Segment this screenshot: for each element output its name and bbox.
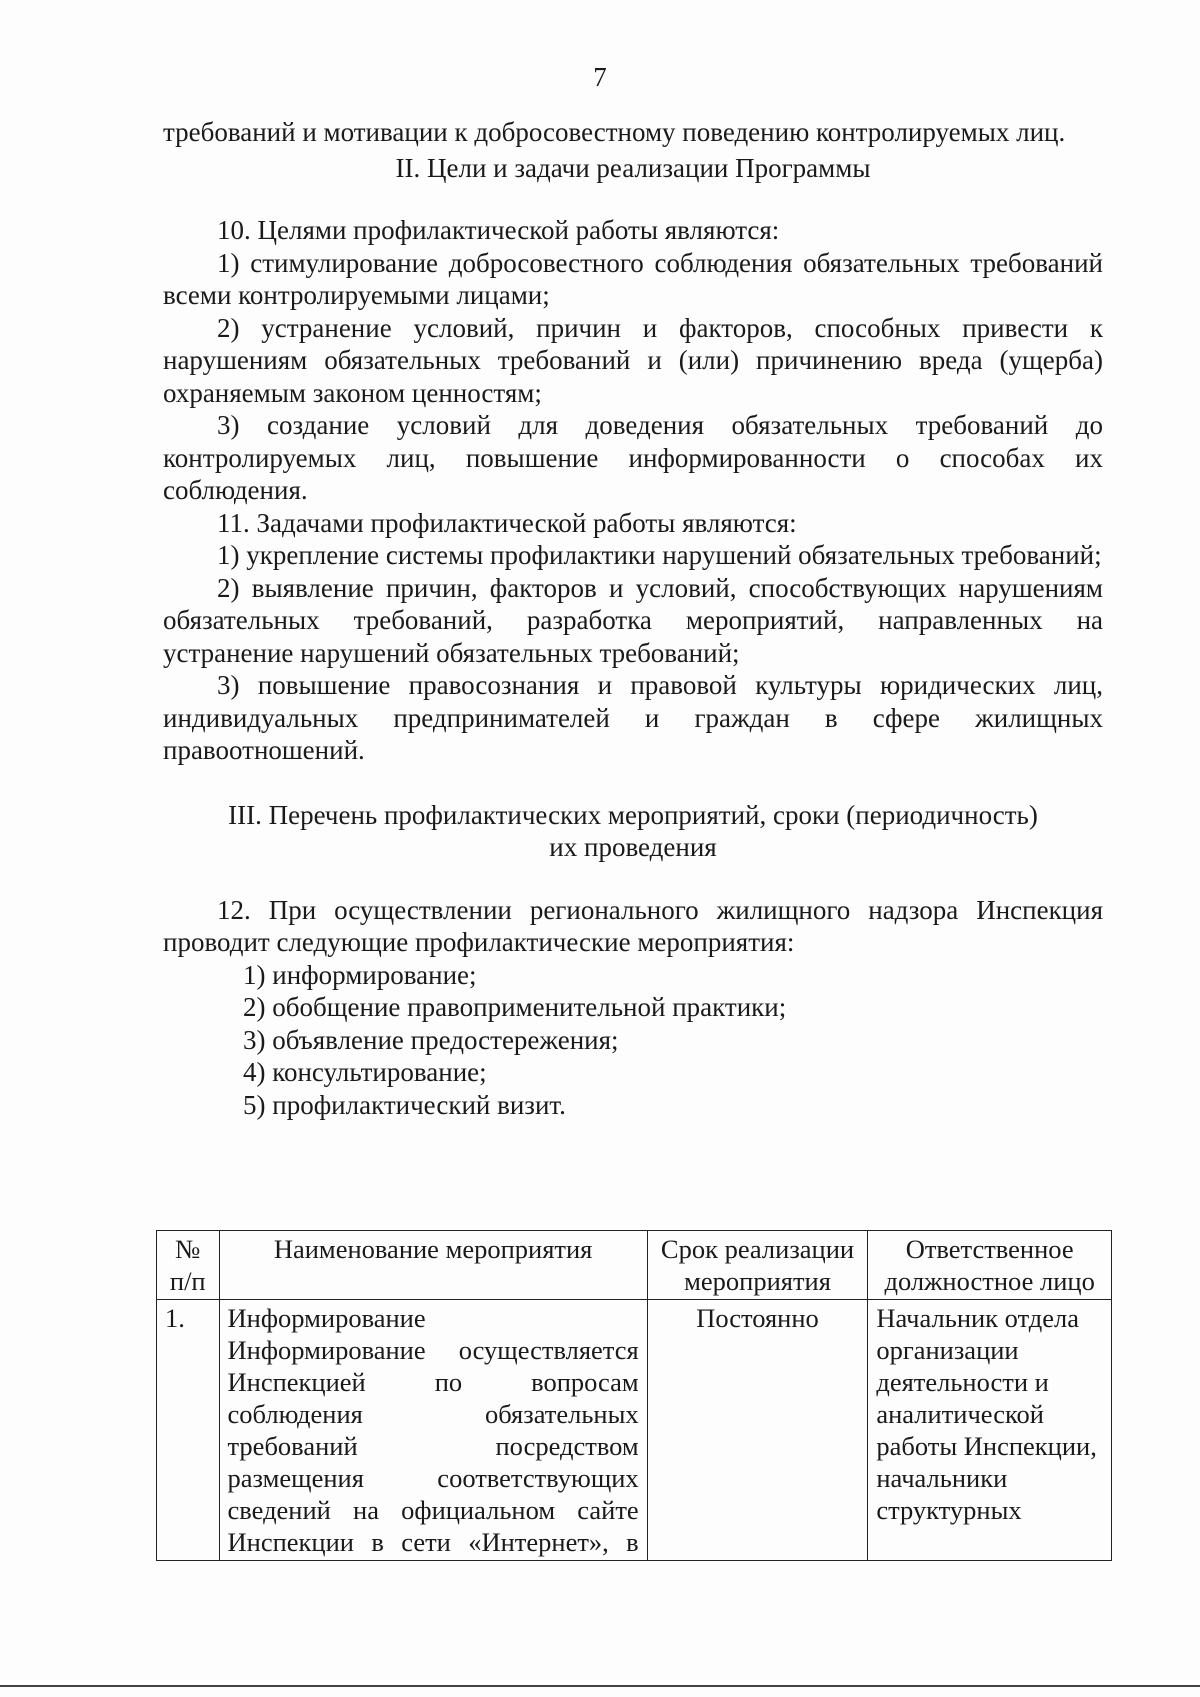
measure-item-4: 4) консультирование; — [243, 1057, 487, 1087]
table-row — [157, 1300, 1112, 1561]
page-number: 7 — [593, 62, 607, 92]
document-body — [163, 116, 1103, 1121]
table-header-row — [157, 1231, 1112, 1300]
goal-item-3: 3) создание условий для доведения обязательных требований до контролируемых лиц, повышение информированности о способах их соблюдения. — [163, 410, 1103, 505]
header-name: Наименование мероприятия — [219, 1231, 647, 1300]
intro-paragraph: требований и мотивации к добросовестному поведению контролируемых лиц. — [163, 117, 1066, 147]
row-responsible: Начальник отдела организации деятельности и аналитической работы Инспекции, начальники структурных — [868, 1300, 1112, 1561]
row-name-cell — [219, 1300, 647, 1561]
task-item-2: 2) выявление причин, факторов и условий, способствующих нарушениям обязательных требований, разработка мероприятий, направленных на устранение нарушений обязательных требований; — [163, 572, 1103, 668]
task-item-1: 1) укрепление системы профилактики нарушений обязательных требований; — [217, 540, 1102, 570]
row-title: Информирование — [227, 1303, 426, 1333]
section-3-heading — [163, 799, 1103, 864]
section-3-heading-line2: их проведения — [549, 832, 717, 862]
goals-title: 10. Целями профилактической работы являются: — [217, 215, 780, 245]
measure-item-2: 2) обобщение правоприменительной практики; — [243, 992, 787, 1022]
goal-item-1: 1) стимулирование добросовестного соблюдения обязательных требований всеми контролируемыми лицами; — [163, 247, 1103, 310]
row-num: 1. — [157, 1300, 220, 1561]
measures-table — [156, 1230, 1112, 1561]
header-term: Срок реализации мероприятия — [647, 1231, 868, 1300]
measure-item-1: 1) информирование; — [243, 959, 477, 990]
header-num: № п/п — [157, 1231, 220, 1300]
row-description: Информирование осуществляется Инспекцией по вопросам соблюдения обязательных требований посредством размещения соответствующих сведений на официальном сайте Инспекции в сети «Интернет», в — [227, 1335, 639, 1557]
header-responsible: Ответственное должностное лицо — [868, 1231, 1112, 1300]
measure-item-5: 5) профилактический визит. — [243, 1089, 566, 1120]
task-item-3: 3) повышение правосознания и правовой культуры юридических лиц, индивидуальных предпринимателей и граждан в сфере жилищных правоотношений. — [163, 670, 1103, 765]
row-term: Постоянно — [647, 1300, 868, 1561]
measure-item-3: 3) объявление предостережения; — [243, 1024, 619, 1055]
section-3-intro: 12. При осуществлении регионального жилищного надзора Инспекция проводит следующие профилактические мероприятия: — [163, 894, 1103, 957]
section-2-heading: II. Цели и задачи реализации Программы — [395, 152, 871, 183]
section-3-heading-line1: III. Перечень профилактических мероприятий, сроки (периодичность) — [228, 799, 1038, 830]
page-bottom-rule — [0, 1685, 1200, 1687]
goal-item-2: 2) устранение условий, причин и факторов, способных привести к нарушениям обязательных требований и (или) причинению вреда (ущерба) охраняемым законом ценностям; — [163, 312, 1103, 408]
tasks-title: 11. Задачами профилактической работы являются: — [217, 507, 797, 538]
